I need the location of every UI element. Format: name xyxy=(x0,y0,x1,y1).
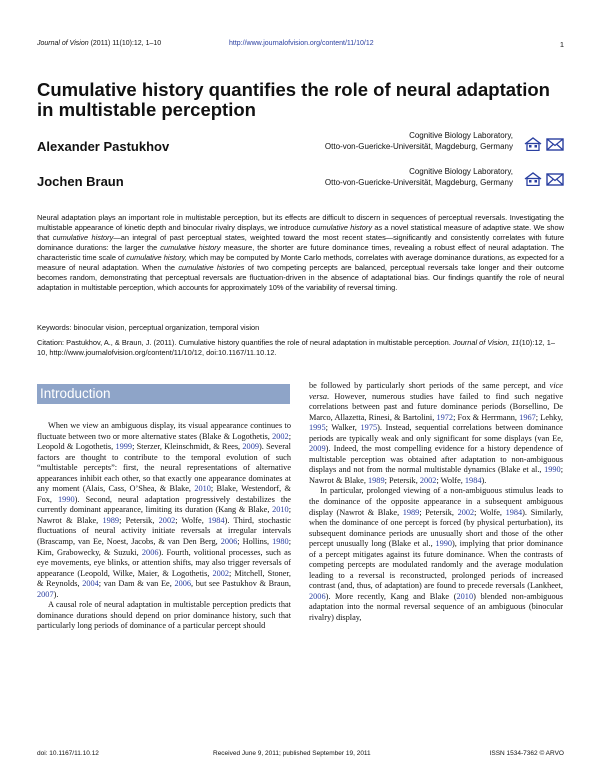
citation-year-link[interactable]: 1989 xyxy=(402,507,420,517)
running-header xyxy=(37,40,564,52)
body-text: ; Mitchell, Stoner, & Reynolds, xyxy=(37,568,291,589)
citation-year-link[interactable]: 1990 xyxy=(435,539,453,549)
citation-year-link[interactable]: 2006 xyxy=(309,591,326,601)
author-affiliation-2 xyxy=(325,166,513,188)
citation-year-link[interactable]: 2010 xyxy=(456,591,474,601)
citation-year-link[interactable]: 2002 xyxy=(457,507,475,517)
citation-year-link[interactable]: 1995 xyxy=(309,423,326,433)
citation-year-link[interactable]: 2002 xyxy=(272,431,289,441)
homepage-icon[interactable] xyxy=(524,137,542,151)
body-text: ; Petersik, xyxy=(384,475,420,485)
abstract-term: cumulative history xyxy=(312,223,373,232)
abstract-part: measure, the shorter are future dominance times, revealing a robust effect of neural adaptation. The characteristic time scale of xyxy=(37,243,564,262)
author-name-2: Jochen Braun xyxy=(37,174,124,189)
body-paragraph xyxy=(309,381,563,486)
body-italic: vice versa xyxy=(309,381,563,401)
author-1-contact-icons xyxy=(524,137,564,151)
body-column-right xyxy=(309,381,563,624)
body-text: A causal role of neural adaptation in multistable perception predicts that dominance durations should depend on prior dominance history, such that particularly long periods of dominance of a particular percept should xyxy=(37,600,291,631)
abstract-part: as a novel statistical measure of adaptive state. We show that xyxy=(37,223,564,242)
header-journal-name: Journal of Vision xyxy=(37,40,89,47)
body-text: ; Fox & Herrmann, xyxy=(453,412,520,422)
body-text: When we view an ambiguous display, its visual appearance continues to fluctuate between two or more alternative states (Blake & Logothetis, xyxy=(37,421,291,441)
body-text: ). Similarly, when the dominance of one percept is forced (by physical perturbation), its subsequent dominance periods are unusually short and those of the other percept unusually long (Blake et al., xyxy=(309,507,563,549)
homepage-icon[interactable] xyxy=(524,172,542,186)
citation-year-link[interactable]: 1989 xyxy=(102,515,120,525)
citation xyxy=(37,338,564,358)
citation-suffix: (10):12, 1–10, http://www.journalofvision.org/content/11/10/12, doi:10.1167/11.10.12. xyxy=(37,338,555,357)
body-text: ) blended non-ambiguous adaptation into the normal reversal sequence of an ambiguous (binocular rivalry) display, xyxy=(309,591,563,623)
keywords: Keywords: binocular vision, perceptual organization, temporal vision xyxy=(37,323,260,332)
body-text: ; Sterzer, Kleinschmidt, & Rees, xyxy=(132,442,243,452)
citation-journal: Journal of Vision, 11 xyxy=(452,338,520,347)
page-number: 1 xyxy=(559,40,564,49)
email-icon[interactable] xyxy=(546,172,564,186)
body-text: ; Kim, Grabowecky, & Suzuki, xyxy=(37,537,292,557)
citation-year-link[interactable]: 1990 xyxy=(544,465,561,475)
citation-year-link[interactable]: 1984 xyxy=(208,515,225,525)
body-text: ). xyxy=(53,589,59,599)
body-column-left xyxy=(37,421,291,632)
citation-year-link[interactable]: 1984 xyxy=(464,475,482,485)
body-text: ; Wolfe, xyxy=(474,507,506,517)
section-heading: Introduction xyxy=(40,386,111,401)
email-icon[interactable] xyxy=(546,137,564,151)
citation-year-link[interactable]: 2004 xyxy=(82,579,99,589)
body-text: ; Lehky, xyxy=(535,412,563,422)
body-text: , but see Pastukhov & Braun, xyxy=(191,579,291,589)
citation-year-link[interactable]: 1980 xyxy=(272,537,289,547)
section-heading-banner xyxy=(37,384,290,404)
author-name-1: Alexander Pastukhov xyxy=(37,139,170,154)
body-text: ). Third, stochastic fluctuations of neural activity initiate reversals at irregular intervals (Brascamp, van Ee, Noest, Jacobs, & van Den Berg, xyxy=(37,515,291,547)
citation-year-link[interactable]: 2010 xyxy=(272,505,289,515)
citation-year-link[interactable]: 1990 xyxy=(58,494,75,504)
abstract-term: cumulative histories xyxy=(178,263,245,272)
body-text: ; Wolfe, xyxy=(175,515,208,525)
citation-year-link[interactable]: 2010 xyxy=(194,484,211,494)
affiliation-1-line-1: Cognitive Biology Laboratory, xyxy=(409,131,513,140)
body-text: ), implying that prior dominance of a percept mitigates against its future dominance. When the contrasts of competing percepts are modulated randomly and the average modulation leading to a reversal is reconstructed, prolonged periods of increased contrast (and, thus, of adaptation) are found to precede reversals (Lankheet, xyxy=(309,539,563,591)
abstract-term: cumulative history xyxy=(52,233,114,242)
body-text: In particular, prolonged viewing of a non-ambiguous stimulus leads to the dominance of the opposite appearance in a subsequent ambiguous display (Nawrot & Blake, xyxy=(309,486,563,517)
body-text: ; Hollins, xyxy=(237,537,273,547)
abstract-term: cumulative history, xyxy=(126,253,187,262)
citation-year-link[interactable]: 1989 xyxy=(368,475,385,485)
body-text: ; Nawrot & Blake, xyxy=(309,465,563,485)
affiliation-2-line-2: Otto-von-Guericke-Universität, Magdeburg, Germany xyxy=(324,178,513,187)
citation-year-link[interactable]: 1972 xyxy=(436,412,454,422)
citation-year-link[interactable]: 2006 xyxy=(141,547,159,557)
citation-prefix: Citation: Pastukhov, A., & Braun, J. (2011). Cumulative history quantifies the role of neural adaptation in multistable perception. xyxy=(37,338,453,347)
author-affiliation-1 xyxy=(325,130,513,152)
affiliation-1-line-2: Otto-von-Guericke-Universität, Magdeburg, Germany xyxy=(324,142,513,151)
citation-year-link[interactable]: 2006 xyxy=(220,537,238,547)
citation-year-link[interactable]: 2009 xyxy=(309,444,326,454)
body-paragraph xyxy=(37,600,291,632)
affiliation-2-line-1: Cognitive Biology Laboratory, xyxy=(409,167,513,176)
body-paragraph xyxy=(37,421,291,600)
page-footer xyxy=(37,750,564,760)
citation-year-link[interactable]: 1967 xyxy=(519,412,536,422)
body-text: ; Petersik, xyxy=(419,507,458,517)
abstract-part: —an integral of past perceptual states, weighted toward the most recent states—significantly and consistently correlates with future dominance durations: the larger the xyxy=(37,233,565,252)
body-text: ; Blake, Westendorf, & Fox, xyxy=(37,484,291,504)
abstract-part: which may be computed by Monte Carlo methods, correlates with average dominance durations, as expected for a measure of neural adaptation. When the xyxy=(37,253,564,272)
body-text: . However, numerous studies have failed to find such negative correlations between past and future dominance periods (Borsellino, De Marco, Allazetta, Rinesi, & Bartolini, xyxy=(309,391,563,422)
body-text: ; van Dam & van Ee, xyxy=(98,579,175,589)
body-text: ). Fourth, volitional processes, such as eye movements, eye blinks, or attention shifts, may also trigger reversals of appearance (Leopold, Wilke, Maier, & Logothetis, xyxy=(37,547,292,578)
citation-year-link[interactable]: 1999 xyxy=(115,442,133,452)
body-text: ; Walker, xyxy=(325,423,361,433)
abstract xyxy=(37,213,564,293)
body-text: be followed by particularly short periods of the same percept, and xyxy=(309,381,550,390)
citation-year-link[interactable]: 2009 xyxy=(242,442,259,452)
body-text: ). xyxy=(481,475,487,485)
header-journal-citation: (2011) 11(10):12, 1–10 xyxy=(90,40,162,47)
author-2-contact-icons xyxy=(524,172,564,186)
article-title: Cumulative history quantifies the role of neural adaptation in multistable perception xyxy=(37,79,550,120)
body-text: ; Leopold & Logothetis, xyxy=(37,431,291,452)
body-text: ). Second, neural adaptation progressively destabilizes the currently dominant appearance, limiting its duration (Kang & Blake, xyxy=(37,494,291,515)
body-text: ). More recently, Kang and Blake ( xyxy=(325,591,457,601)
citation-year-link[interactable]: 2002 xyxy=(419,475,437,485)
citation-year-link[interactable]: 1984 xyxy=(505,507,523,517)
header-url-link[interactable]: http://www.journalofvision.org/content/11/10/12 xyxy=(229,40,374,47)
citation-year-link[interactable]: 2002 xyxy=(158,515,176,525)
citation-year-link[interactable]: 2007 xyxy=(37,589,54,599)
abstract-part: of two competing percepts are balanced, perceptual reversals take longer and their outcome becomes random, demonstrating that perceptual reversals are fluctuation-driven in the absence of adaptational bias. Our findings quantify the role of neural adaptation in multistable perception, which accounts for approximately 10% of the variability of reversal timing. xyxy=(37,263,565,292)
header-journal xyxy=(37,40,161,47)
abstract-term: cumulative history xyxy=(160,243,221,252)
body-text: ; Wolfe, xyxy=(436,475,465,485)
citation-year-link[interactable]: 1975 xyxy=(360,423,378,433)
footer-doi: doi: 10.1167/11.10.12 xyxy=(37,750,99,757)
footer-received: Received June 9, 2011; published September 19, 2011 xyxy=(213,750,371,757)
body-text: ). Several factors are thought to contribute to the temporal evolution of such “multistable percepts”: first, the neural representations of alternative appearances inhibit each other, so that exactly one appearance dominates at any moment (Alais, Cass, O’Shea, & Blake, xyxy=(37,442,291,494)
body-text: ; Petersik, xyxy=(119,515,159,525)
body-text: ). Instead, sequential correlations between dominance periods are typically weak and only significant for some displays (van Ee, xyxy=(309,423,563,443)
body-text: ; Nawrot & Blake, xyxy=(37,505,291,525)
body-text: ). Indeed, the most compelling evidence for a history dependence of multistable perception was obtained after adaptation to non-ambiguous displays and not from the normal multistable dynamics (Blake et al., xyxy=(309,444,563,475)
citation-year-link[interactable]: 2006 xyxy=(174,579,192,589)
citation-year-link[interactable]: 2002 xyxy=(212,568,230,578)
abstract-part: Neural adaptation plays an important role in multistable perception, but its effects are difficult to discern in sequences of perceptual reversals. Investigating the multistable appearance of kinetic depth and binocular rivalry displays, we introduce xyxy=(37,213,564,232)
footer-issn: ISSN 1534-7362 © ARVO xyxy=(489,750,564,757)
body-paragraph xyxy=(309,486,563,623)
